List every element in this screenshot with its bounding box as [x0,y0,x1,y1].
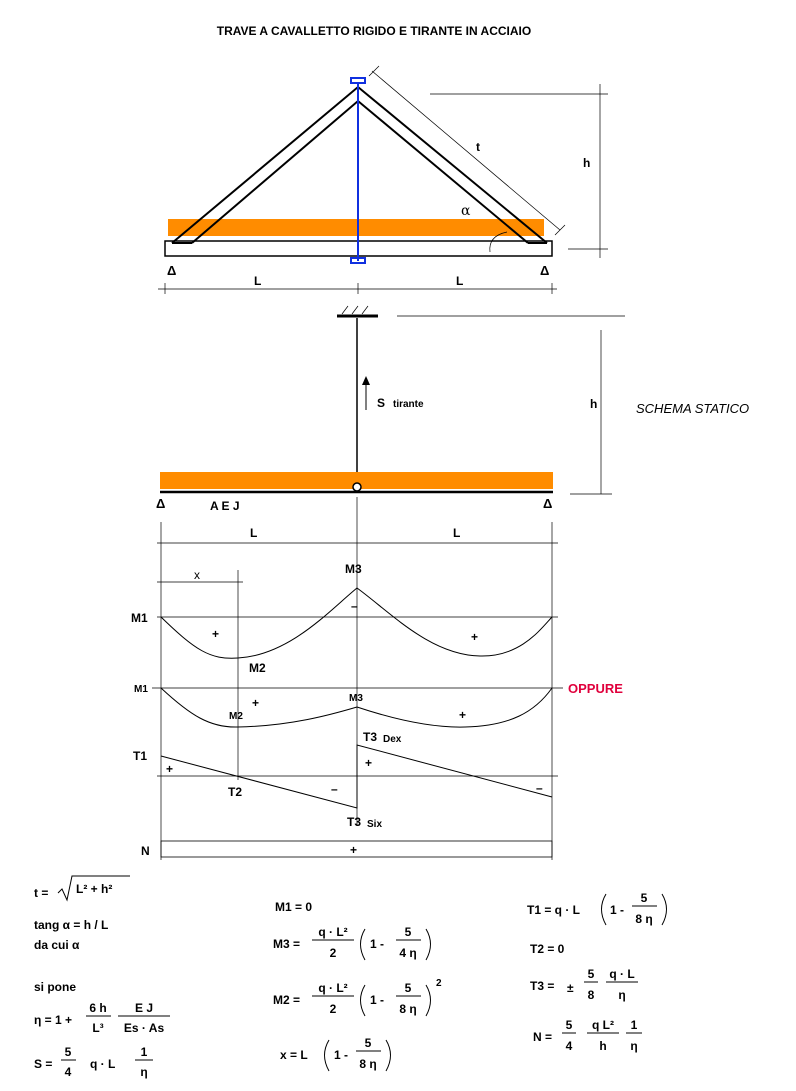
shear-line [161,745,552,808]
label-alpha: α [461,203,471,219]
formula-S-f-num: 1 [140,1045,148,1059]
label-L-right: L [456,274,464,288]
formula-T3-f1-den: 8 [587,988,595,1002]
label-M2-alt: M2 [229,711,243,722]
formula-eta-f2-num: E J [134,1001,154,1015]
formula-N-f1-den: 4 [565,1039,573,1053]
formula-N-f2-den: h [599,1039,607,1053]
scheme-label: SCHEMA STATICO [636,401,750,416]
sign-plus-4: + [459,708,467,722]
label-x: x [194,568,200,582]
formula-S-mid: q · L [90,1057,116,1071]
formula-S-den: 4 [64,1065,72,1079]
page-title: TRAVE A CAVALLETTO RIGIDO E TIRANTE IN ACCIAIO [216,24,532,38]
formula-T3-lhs: T3 = [530,979,555,993]
label-t: t [476,140,480,154]
formula-x-in-den: 8 η [359,1057,377,1071]
sign-plus-7: + [350,843,358,857]
formula-M1: M1 = 0 [275,900,313,914]
label-M1-alt: M1 [134,684,148,695]
label-L-left: L [254,274,262,288]
formula-si-pone: si pone [34,980,77,994]
formula-N-f2-num: q L² [592,1018,614,1032]
formula-T1-in-den: 8 η [635,912,653,926]
hinge [353,483,361,491]
beam-properties: A E J [210,499,240,513]
label-T3-dex: T3 [363,730,378,744]
formula-M3-in-num: 5 [404,925,412,939]
formula-N-f3-den: η [630,1039,638,1053]
label-h: h [583,156,591,170]
formula-T2: T2 = 0 [530,942,565,956]
sign-plus-3: + [252,696,260,710]
label-M2: M2 [249,661,266,675]
label-N: N [141,844,150,858]
label-T3-six: T3 [347,815,362,829]
support-right-icon: Δ [540,263,550,278]
distributed-load-band [168,219,544,236]
formula-T1-in: 1 - [610,903,625,917]
formula-M3-num: q · L² [318,925,348,939]
formula-eta-f1-den: L³ [92,1021,104,1035]
label-M3-alt: M3 [349,693,363,704]
sign-minus-3: – [536,781,543,795]
sign-minus-1: – [351,599,358,613]
formula-eta-lhs: η = 1 + [34,1013,73,1027]
formula-M3-den: 2 [329,946,337,960]
sign-plus-2: + [471,630,479,644]
sign-minus-2: – [331,782,338,796]
formula-M2-lhs: M2 = [273,993,301,1007]
label-M3: M3 [345,562,362,576]
formula-T3-f1-num: 5 [587,967,595,981]
formula-S-lhs: S = [34,1057,53,1071]
formula-t-rad: L² + h² [76,882,113,896]
formula-S-f-den: η [140,1065,148,1079]
formula-eta-f1-num: 6 h [89,1001,107,1015]
formula-M2-den: 2 [329,1002,337,1016]
sign-plus-6: + [365,756,373,770]
label-M1: M1 [131,611,148,625]
tie-top-plate [351,78,365,83]
sign-plus-5: + [166,762,174,776]
formula-S-num: 5 [64,1045,72,1059]
scheme-label-L-left: L [250,526,258,540]
formulas [34,876,667,1079]
static-scheme [156,306,749,540]
scheme-label-L-right: L [453,526,461,540]
formula-x-in-num: 5 [364,1036,372,1050]
formula-M2-in-num: 5 [404,981,412,995]
formula-x-in: 1 - [334,1048,349,1062]
formula-T1-in-num: 5 [640,891,648,905]
formula-T3-f2-num: q · L [609,967,635,981]
label-T3-six-sub: Six [367,819,383,830]
formula-M2-in-den: 8 η [399,1002,417,1016]
formula-M2-in: 1 - [370,993,385,1007]
formula-M3-in: 1 - [370,937,385,951]
formula-M2-exp: 2 [436,978,442,989]
formula-x-lhs: x = L [280,1048,308,1062]
internal-force-diagrams [131,497,623,860]
scheme-label-h: h [590,397,598,411]
formula-T3-pm: ± [567,981,574,995]
label-oppure: OPPURE [568,681,623,696]
truss-drawing [158,66,608,294]
formula-T1-lhs: T1 = q · L [527,903,581,917]
scheme-support-left-icon: Δ [156,496,166,511]
formula-N-f3-num: 1 [630,1018,638,1032]
label-S-sub: tirante [393,399,424,410]
label-T3-dex-sub: Dex [383,734,402,745]
support-left-icon: Δ [167,263,177,278]
formula-T3-f2-den: η [618,988,626,1002]
formula-N-f1-num: 5 [565,1018,573,1032]
label-T1: T1 [133,749,148,763]
formula-t-lhs: t = [34,886,49,900]
formula-da-cui: da cui α [34,938,80,952]
formula-M3-in-den: 4 η [399,946,417,960]
formula-M2-num: q · L² [318,981,348,995]
formula-N-lhs: N = [533,1030,553,1044]
sign-plus-1: + [212,627,220,641]
formula-eta-f2-den: Es · As [123,1021,165,1035]
formula-M3-lhs: M3 = [273,937,301,951]
label-T2: T2 [228,785,243,799]
scheme-support-right-icon: Δ [543,496,553,511]
label-S: S [377,396,386,410]
formula-tang: tang α = h / L [34,918,109,932]
